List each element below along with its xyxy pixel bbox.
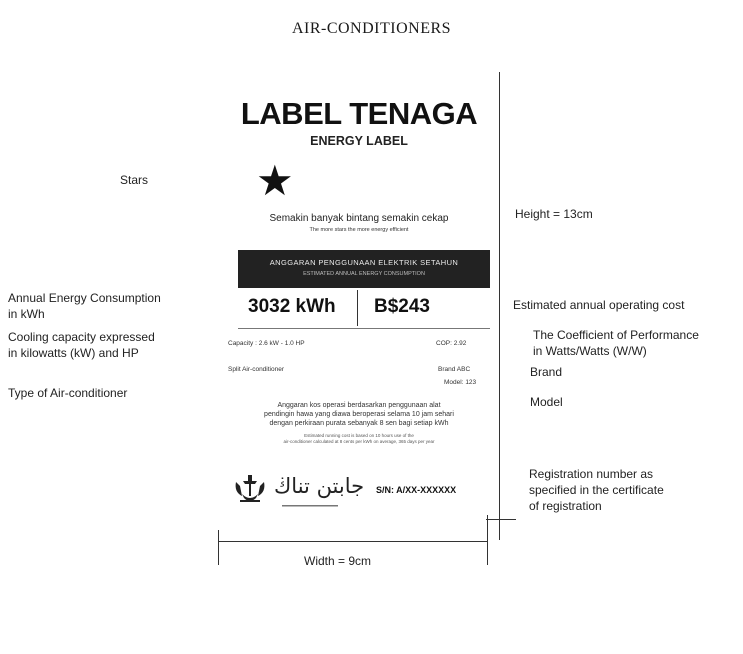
jawi-text: جابتن تناڬ bbox=[274, 474, 365, 498]
annotation-model: Model bbox=[530, 395, 563, 409]
annotation-cop-line2: in Watts/Watts (W/W) bbox=[533, 344, 647, 358]
energy-row-rule bbox=[238, 328, 490, 329]
label-title: LABEL TENAGA bbox=[240, 96, 478, 131]
note-malay-line1: Anggaran kos operasi berdasarkan penggunaan alat bbox=[277, 402, 441, 409]
banner-text-malay: ANGGARAN PENGGUNAAN ELEKTRIK SETAHUN bbox=[269, 258, 459, 267]
annotation-height: Height = 13cm bbox=[515, 207, 593, 221]
operating-cost-value: B$243 bbox=[374, 296, 430, 317]
annotation-cooling-line2: in kilowatts (kW) and HP bbox=[8, 346, 139, 360]
capacity-text: Capacity : 2.6 kW - 1.0 HP bbox=[228, 340, 305, 347]
crest-icon bbox=[232, 472, 268, 504]
annotation-cooling-line1: Cooling capacity expressed bbox=[8, 330, 155, 344]
annotation-registration-line1: Registration number as bbox=[529, 467, 654, 481]
serial-number: S/N: A/XX-XXXXXX bbox=[376, 485, 457, 495]
jawi-logotype bbox=[274, 474, 364, 498]
note-malay-line3: dengan perkiraan purata sebanyak 8 sen bagi setiap kWh bbox=[269, 420, 449, 427]
note-english-line2: air-conditioner calculated at 8 cents per kWh on average, 365 days per year bbox=[283, 439, 435, 444]
annual-consumption-banner bbox=[238, 250, 490, 288]
annotation-stars: Stars bbox=[120, 173, 149, 187]
annotation-brand: Brand bbox=[530, 365, 563, 379]
star-icon: ★ bbox=[256, 157, 294, 204]
label-motto-english: The more stars the more energy efficient bbox=[309, 227, 409, 233]
annotation-registration bbox=[529, 466, 664, 514]
annotation-registration-line2: specified in the certificate bbox=[529, 483, 664, 497]
annotation-annual-energy-line2: in kWh bbox=[8, 307, 45, 321]
annotation-cooling-capacity bbox=[8, 329, 155, 361]
annotation-annual-energy bbox=[8, 290, 161, 322]
width-dimension-line bbox=[218, 541, 488, 542]
energy-consumption-value: 3032 kWh bbox=[248, 296, 336, 317]
note-malay-line2: pendingin hawa yang diawa beroperasi selama 10 jam sehari bbox=[264, 411, 454, 418]
annotation-annual-energy-line1: Annual Energy Consumption bbox=[8, 291, 161, 305]
cop-text: COP: 2.92 bbox=[436, 340, 467, 347]
aircon-type-text: Split Air-conditioner bbox=[228, 366, 284, 373]
width-dimension-left-tick bbox=[218, 530, 219, 565]
annotation-cop-line1: The Coefficient of Performance bbox=[533, 328, 699, 342]
annotation-estimated-cost: Estimated annual operating cost bbox=[513, 298, 685, 312]
label-subtitle: ENERGY LABEL bbox=[310, 134, 408, 148]
banner-text-english: ESTIMATED ANNUAL ENERGY CONSUMPTION bbox=[303, 271, 425, 277]
brand-text: Brand ABC bbox=[438, 366, 471, 373]
energy-cost-divider bbox=[357, 290, 358, 326]
annotation-registration-line3: of registration bbox=[529, 499, 602, 513]
model-text: Model: 123 bbox=[444, 379, 477, 386]
energy-label bbox=[218, 78, 500, 528]
note-english-line1: Estimated running cost is based on 10 hours use of the bbox=[304, 433, 414, 438]
annotation-width: Width = 9cm bbox=[304, 554, 372, 568]
annotation-cop bbox=[533, 327, 699, 359]
annotation-type: Type of Air-conditioner bbox=[8, 386, 128, 400]
label-motto: Semakin banyak bintang semakin cekap bbox=[269, 213, 449, 224]
jawi-caption-line bbox=[282, 502, 338, 510]
diagram-heading: AIR-CONDITIONERS bbox=[291, 20, 452, 37]
